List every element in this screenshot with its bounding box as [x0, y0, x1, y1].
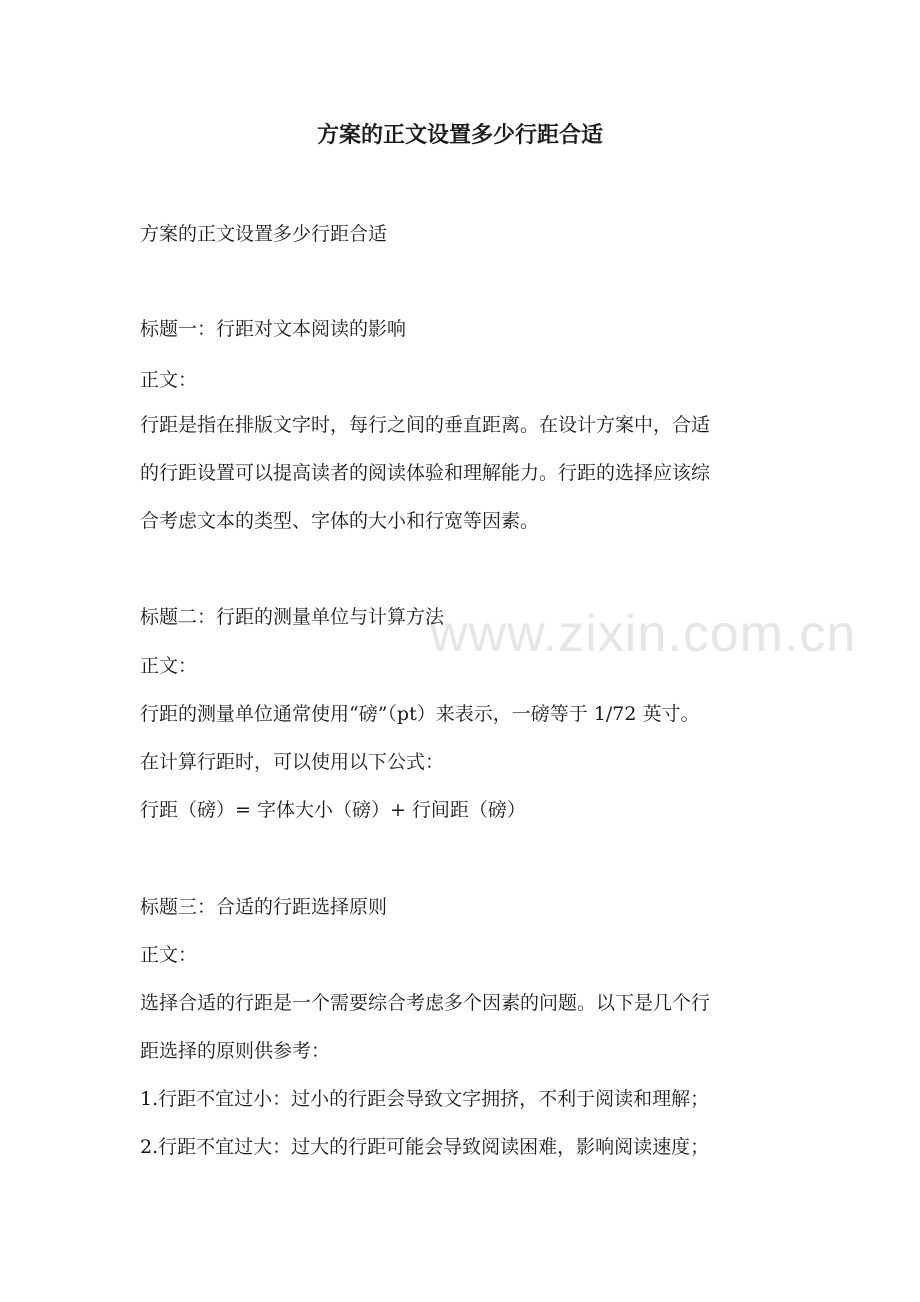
section1-body-label: 正文：	[140, 369, 198, 391]
watermark: www.zixin.com.cn	[430, 605, 857, 663]
document-subtitle: 方案的正文设置多少行距合适	[140, 223, 388, 245]
document-title: 方案的正文设置多少行距合适	[316, 122, 603, 148]
section3-list-item: 2.行距不宜过大：过大的行距可能会导致阅读困难，影响阅读速度；	[140, 1136, 710, 1158]
section2-body-label: 正文：	[140, 655, 198, 677]
section3-paragraph-line: 距选择的原则供参考：	[140, 1040, 331, 1062]
section1-paragraph-line: 的行距设置可以提高读者的阅读体验和理解能力。行距的选择应该综	[140, 462, 711, 484]
section1-heading: 标题一：行距对文本阅读的影响	[140, 318, 407, 340]
section2-paragraph-line: 行距的测量单位通常使用“磅”（pt）来表示，一磅等于 1/72 英寸。	[140, 703, 700, 725]
section3-list-item: 1.行距不宜过小：过小的行距会导致文字拥挤，不利于阅读和理解；	[140, 1088, 710, 1110]
section1-paragraph-line: 行距是指在排版文字时，每行之间的垂直距离。在设计方案中，合适	[140, 414, 711, 436]
section3-heading: 标题三：合适的行距选择原则	[140, 896, 388, 918]
section3-body-label: 正文：	[140, 944, 198, 966]
section1-paragraph-line: 合考虑文本的类型、字体的大小和行宽等因素。	[140, 510, 540, 532]
section2-paragraph-line: 在计算行距时，可以使用以下公式：	[140, 751, 445, 773]
section2-heading: 标题二：行距的测量单位与计算方法	[140, 606, 445, 628]
section3-paragraph-line: 选择合适的行距是一个需要综合考虑多个因素的问题。以下是几个行	[140, 992, 711, 1014]
section2-formula: 行距（磅）= 字体大小（磅）+ 行间距（磅）	[140, 799, 526, 821]
